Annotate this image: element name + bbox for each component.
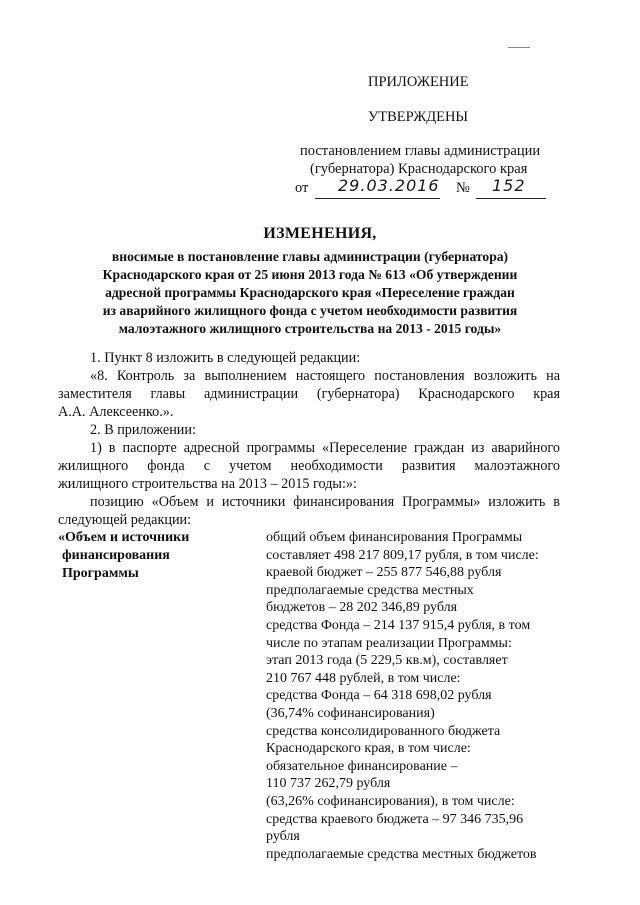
table-right-line: рубля [266,829,300,845]
table-left-line-1: «Объем и источники [58,530,190,545]
table-right-line: общий объем финансирования Программы [266,530,523,545]
approved-label: УТВЕРЖДЕНЫ [368,109,469,125]
table-right-line: средства консолидированного бюджета [266,723,501,739]
table-right-line: 110 737 262,79 рубля [266,776,391,792]
appendix-label: ПРИЛОЖЕНИЕ [368,74,469,90]
table-right-line: средства Фонда – 214 137 915,4 рубля, в том [266,618,531,633]
table-right-line: бюджетов – 28 202 346,89 рубля [266,600,458,616]
table-left-line-2: финансирования [62,548,170,563]
table-right-line: Краснодарского края, в том числе: [266,741,471,757]
paragraph-5-line-1: позицию «Объем и источники финансирования Программы» изложить в [90,494,560,510]
table-right-line: предполагаемые средства местных бюджетов [266,846,537,862]
table-right-line: (63,26% софинансирования), в том числе: [266,794,515,809]
handwritten-number: 152 [492,176,526,195]
table-right-line: этап 2013 года (5 229,5 кв.м), составляет [266,653,508,669]
table-right-line: составляет 498 217 809,17 рубля, в том числе: [266,547,539,563]
table-right-line: предполагаемые средства местных [266,582,474,598]
table-right-line: (36,74% софинансирования) [266,706,435,721]
number-label: № [456,180,470,196]
table-right-line: 210 767 448 рублей, в том числе: [266,670,461,686]
paragraph-4-line-3: жилищного строительства на 2013 – 2015 годы:»: [58,476,357,492]
resolution-line-2: (губернатора) Краснодарского края [310,161,528,177]
scan-mark [508,47,530,48]
title-line-5: малоэтажного жилищного строительства на 2013 - 2015 годы» [118,321,502,336]
table-right-line: краевой бюджет – 255 877 546,88 рубля [266,565,502,581]
date-from-label: от [295,180,309,196]
paragraph-4-line-1: 1) в паспорте адресной программы «Переселение граждан из аварийного [90,440,560,456]
table-right-line: числе по этапам реализации Программы: [266,635,512,651]
handwritten-date: 29.03.2016 [338,176,440,195]
paragraph-3: 2. В приложении: [90,422,196,438]
paragraph-1: 1. Пункт 8 изложить в следующей редакции: [90,350,361,366]
title-line-1: вносимые в постановление главы администрации (губернатора) [111,249,509,264]
paragraph-2-line-2: заместителя главы администрации (губернатора) Краснодарского края [58,386,560,402]
paragraph-5-line-2: следующей редакции: [58,512,192,528]
title-line-4: из аварийного жилищного фонда с учетом необходимости развития [102,303,518,318]
paragraph-2-line-1: «8. Контроль за выполнением настоящего постановления возложить на [90,368,560,384]
paragraph-4-line-2: жилищного фонда с учетом необходимости развития малоэтажного [58,458,560,474]
table-right-line: средства краевого бюджета – 97 346 735,96 [266,811,524,827]
table-right-line: средства Фонда – 64 318 698,02 рубля [266,688,492,704]
table-right-line: обязательное финансирование – [266,758,458,774]
resolution-line-1: постановлением главы администрации [300,143,541,159]
title-line-3: адресной программы Краснодарского края «Переселение граждан [105,285,515,300]
paragraph-2-line-3: А.А. Алексеенко.». [58,404,174,420]
table-left-line-3: Программы [62,566,139,581]
title-line-2: Краснодарского края от 25 июня 2013 года № 613 «Об утверждении [102,267,518,282]
document-title: ИЗМЕНЕНИЯ, [263,225,377,242]
